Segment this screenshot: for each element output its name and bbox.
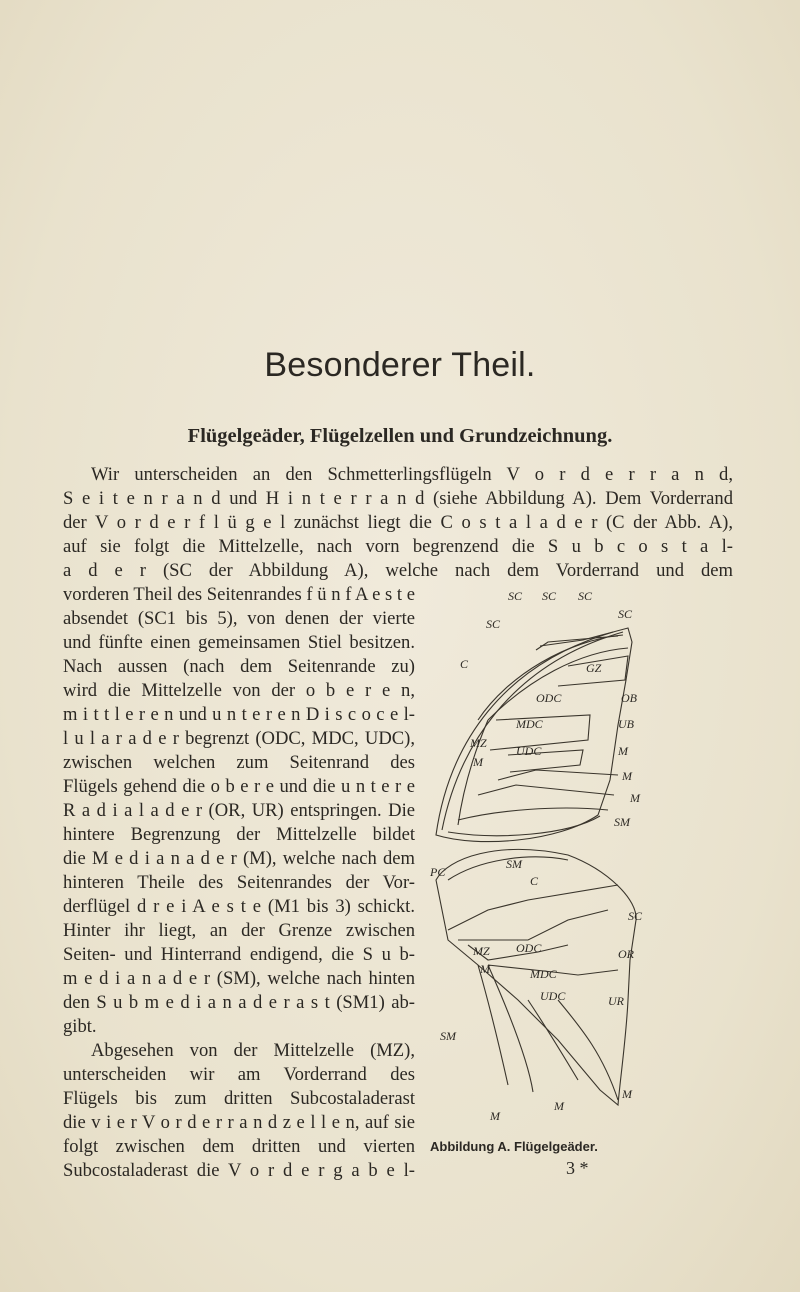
label-udc-bottom: UDC <box>540 989 566 1003</box>
label-sm-top: SM <box>614 815 630 829</box>
label-mz: MZ <box>470 736 487 750</box>
section-heading: Besonderer Theil. <box>264 346 536 384</box>
label-sm1: SM <box>506 857 522 871</box>
text-line: zwischen welchen zum Seitenrand des <box>63 752 415 773</box>
text-line: folgt zwischen dem dritten und vierten <box>63 1136 415 1157</box>
text-line: unterscheiden wir am Vorderrand des <box>63 1064 415 1085</box>
label-m2-top: M <box>622 769 632 783</box>
text-line: Seiten- und Hinterrand endigend, die S u b- <box>63 944 415 965</box>
figure-caption: Abbildung A. Flügelgeäder. <box>430 1139 598 1154</box>
label-sc2: SC <box>508 589 523 603</box>
label-m3-top: M <box>618 744 628 758</box>
label-gz: GZ <box>586 661 602 675</box>
label-odc: ODC <box>536 691 562 705</box>
label-pc: PC <box>430 865 446 879</box>
text-line: Flügels bis zum dritten Subcostaladerast <box>63 1088 415 1109</box>
wing-venation-figure <box>418 580 658 1125</box>
text-line: S e i t e n r a n d und H i n t e r r a n d (siehe Abbildung A). Dem Vorderrand <box>63 488 733 509</box>
text-line: die v i e r V o r d e r r a n d z e l l e n, auf sie <box>63 1112 415 1133</box>
label-m3-bottom: M <box>622 1087 632 1101</box>
label-or: OR <box>618 947 634 961</box>
label-m: M <box>473 755 483 769</box>
label-sc3: SC <box>542 589 557 603</box>
text-line: absendet (SC1 bis 5), von denen der vierte <box>63 608 415 629</box>
label-sc4: SC <box>578 589 593 603</box>
text-line: vorderen Theil des Seitenrandes f ü n f A e s t e <box>63 584 415 605</box>
text-line: derflügel d r e i A e s t e (M1 bis 3) schickt. <box>63 896 415 917</box>
text-line: Flügels gehend die o b e r e und die u n t e r e <box>63 776 415 797</box>
text-line: und fünfte einen gemeinsamen Stiel besitzen. <box>63 632 415 653</box>
text-line: Hinter ihr liegt, an der Grenze zwischen <box>63 920 415 941</box>
text-line: auf sie folgt die Mittelzelle, nach vorn begrenzend die S u b c o s t a l- <box>63 536 733 557</box>
label-c-mid: C <box>530 874 539 888</box>
text-line: hintere Begrenzung der Mittelzelle bildet <box>63 824 415 845</box>
text-line: den S u b m e d i a n a d e r a s t (SM1) ab- <box>63 992 415 1013</box>
label-ur: UR <box>608 994 624 1008</box>
label-c-top: C <box>460 657 469 671</box>
label-sc-bottom: SC <box>628 909 643 923</box>
label-m1-bottom: M <box>490 1109 500 1123</box>
label-m-bottom: M <box>480 962 490 976</box>
text-line: Wir unterscheiden an den Schmetterlingsflügeln V o r d e r r a n d, <box>91 464 733 485</box>
text-line: wird die Mittelzelle von der o b e r e n, <box>63 680 415 701</box>
label-ub: UB <box>618 717 634 731</box>
text-line: Subcostaladerast die V o r d e r g a b e l- <box>63 1160 415 1181</box>
text-line: der V o r d e r f l ü g e l zunächst liegt die C o s t a l a d e r (C der Abb. A), <box>63 512 733 533</box>
text-line: m e d i a n a d e r (SM), welche nach hinten <box>63 968 415 989</box>
label-sc1: SC <box>486 617 501 631</box>
label-odc-bottom: ODC <box>516 941 542 955</box>
label-mdc: MDC <box>516 717 543 731</box>
text-line: R a d i a l a d e r (OR, UR) entspringen. Die <box>63 800 415 821</box>
label-m2-bottom: M <box>554 1099 564 1113</box>
text-line: die M e d i a n a d e r (M), welche nach dem <box>63 848 415 869</box>
label-udc: UDC <box>516 744 542 758</box>
text-line: m i t t l e r e n und u n t e r e n D i s c o c e l- <box>63 704 415 725</box>
text-line: gibt. <box>63 1016 97 1037</box>
text-line: a d e r (SC der Abbildung A), welche nach dem Vorderrand und dem <box>63 560 733 581</box>
text-line: hinteren Theile des Seitenrandes der Vor- <box>63 872 415 893</box>
label-sc5: SC <box>618 607 633 621</box>
label-ob: OB <box>621 691 637 705</box>
subsection-heading: Flügelgeäder, Flügelzellen und Grundzeichnung. <box>187 425 613 447</box>
text-line: Nach aussen (nach dem Seitenrande zu) <box>63 656 415 677</box>
page-signature: 3 * <box>566 1158 589 1178</box>
text-line: Abgesehen von der Mittelzelle (MZ), <box>91 1040 415 1061</box>
label-m1-top: M <box>630 791 640 805</box>
label-sm-bottom: SM <box>440 1029 456 1043</box>
label-mdc-bottom: MDC <box>530 967 557 981</box>
text-line: l u l a r a d e r begrenzt (ODC, MDC, UDC), <box>63 728 415 749</box>
label-mz-bottom: MZ <box>473 944 490 958</box>
